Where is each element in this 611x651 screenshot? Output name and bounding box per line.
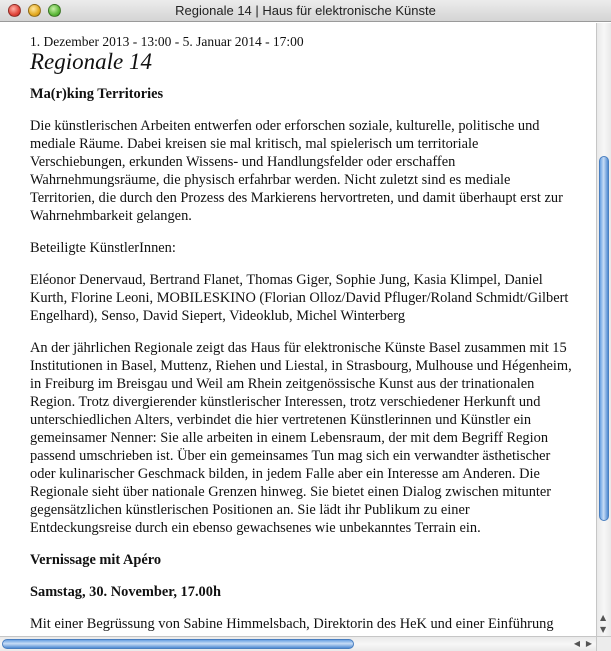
- artists-label: Beteiligte KünstlerInnen:: [30, 240, 176, 256]
- artists-list: Eléonor Denervaud, Bertrand Flanet, Thomas Giger, Sophie Jung, Kasia Klimpel, Daniel Kurth, Florine Leoni, MOBILESKINO (Florian Olloz/David Pfluger/Roland Schmidt/Gilbert Engelhard), Senso, David Siepert, Videoklub, Michel Winterberg: [30, 272, 569, 324]
- resize-corner[interactable]: [596, 636, 611, 651]
- horizontal-scroll-thumb[interactable]: [2, 639, 354, 649]
- page-title: Regionale 14: [30, 49, 152, 74]
- window-title: Regionale 14 | Haus für elektronische Künste: [175, 3, 436, 18]
- scroll-up-arrow-icon[interactable]: ▲: [600, 613, 607, 622]
- intro-paragraph: Die künstlerischen Arbeiten entwerfen oder erforschen soziale, kulturelle, politische und mediale Räume. Dabei kreisen sie mal kritisch, mal spielerisch um territoriale Verschiebungen, erkunden Wissens- und Handlungsfelder oder erschaffen Wahrnehmungsräume, die physisch erfahrbar werden. Nicht zuletzt sind es mediale Territorien, die durch den Prozess des Markierens hervortreten, und damit überhaupt erst zur Wahrnehmbarkeit gelangen.: [30, 118, 563, 224]
- vertical-scroll-thumb[interactable]: [599, 156, 609, 521]
- vernissage-text: Mit einer Begrüssung von Sabine Himmelsbach, Direktorin des HeK und einer Einführung: [30, 616, 554, 632]
- scroll-down-arrow-icon[interactable]: ▼: [600, 625, 607, 634]
- event-date: 1. Dezember 2013 - 13:00 - 5. Januar 2014 - 17:00: [30, 34, 304, 49]
- description-paragraph: An der jährlichen Regionale zeigt das Haus für elektronische Künste Basel zusammen mit 15 Institutionen in Basel, Muttenz, Riehen und Liestal, in Strasbourg, Mulhouse und Hégenheim, in Freiburg im Breisgau und Weil am Rhein zeitgenössische Kunst aus der trinationalen Region. Trotz divergierender künstlerischer Interessen, trotz verschiedener Herkunft und unterschiedlichen Alters, verbindet die hier vertretenen Künstlerinnen und Künstler ein gemeinsamer Nenner: Sie alle arbeiten in einem Lebensraum, der mit dem Begriff Region passend umschrieben ist. Über ein gemeinsames Tun mag sich ein verwandter ästhetischer oder kulinarischer Geschmack bilden, in jedem Falle aber ein Interesse am Anderen. Die Regionale sieht über nationale Grenzen hinweg. Sie bietet einen Dialog zwischen mitunter gegensätzlichen künstlerischen Positionen an. Sie lädt ihr Publikum zu einer Entdeckungsreise durch ein ebenso gewachsenes wie unbekanntes Terrain ein.: [30, 340, 572, 536]
- horizontal-scrollbar[interactable]: [0, 636, 596, 651]
- vernissage-date: Samstag, 30. November, 17.00h: [30, 584, 221, 600]
- vernissage-heading: Vernissage mit Apéro: [30, 552, 162, 568]
- scroll-right-arrow-icon[interactable]: ▶: [585, 639, 592, 648]
- page-content: [0, 23, 596, 636]
- vertical-scrollbar[interactable]: [596, 23, 611, 636]
- exhibition-heading: Ma(r)king Territories: [30, 86, 164, 102]
- title-bar[interactable]: [0, 0, 611, 22]
- scroll-left-arrow-icon[interactable]: ◀: [573, 639, 580, 648]
